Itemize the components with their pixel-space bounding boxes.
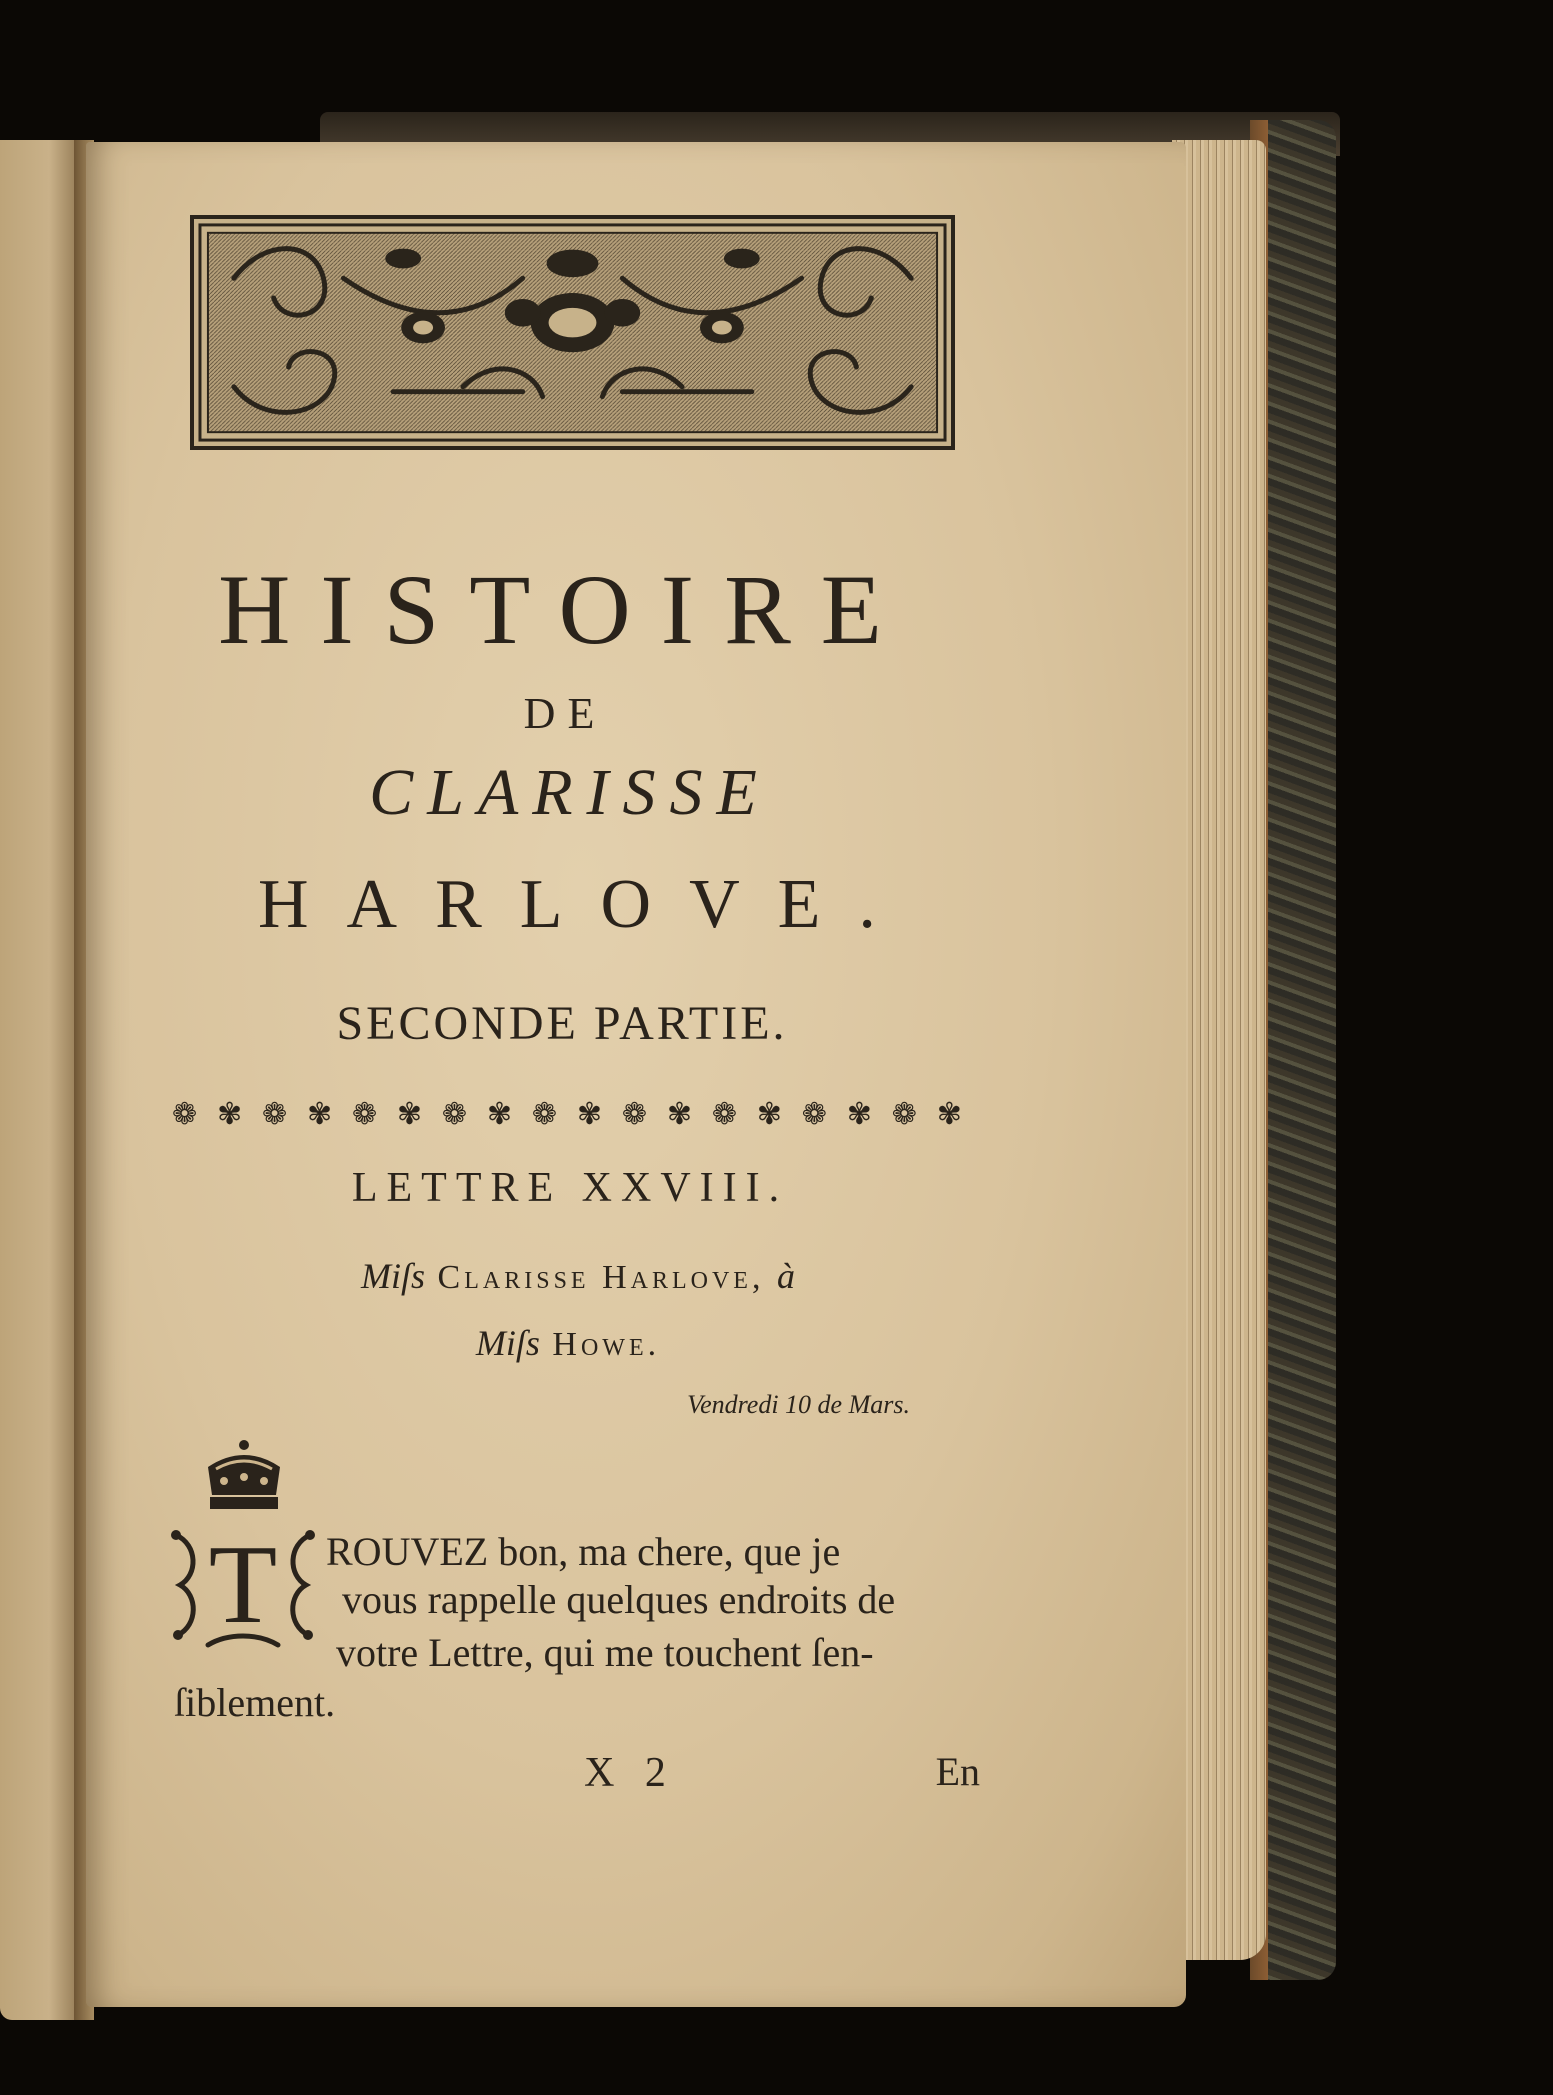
address-a: à bbox=[776, 1256, 795, 1296]
page-stack-edge bbox=[1172, 140, 1266, 1960]
letter-date: Vendredi 10 de Mars. bbox=[687, 1390, 910, 1419]
fleuron-icon: ✾ bbox=[666, 1097, 692, 1132]
catchword: En bbox=[935, 1749, 980, 1794]
body-line-3: votre Lettre, qui me touchent ſen- bbox=[336, 1630, 874, 1675]
address-recipient: Howe. bbox=[552, 1326, 661, 1363]
title-histoire: HISTOIRE bbox=[218, 554, 912, 665]
body-line-1: ROUVEZ bon, ma chere, que je bbox=[326, 1529, 841, 1574]
decorated-initial bbox=[168, 1515, 318, 1655]
fleuron-icon: ❁ bbox=[261, 1097, 288, 1132]
fleuron-icon: ✾ bbox=[306, 1097, 333, 1132]
letter-address-line-1 bbox=[228, 1258, 928, 1295]
initial-letter: T bbox=[208, 1523, 278, 1647]
title-de: DE bbox=[523, 689, 607, 738]
letter-address-line-2 bbox=[418, 1325, 718, 1362]
fleuron-icon: ✾ bbox=[486, 1097, 513, 1132]
fleuron-icon: ✾ bbox=[576, 1097, 602, 1132]
title-harlove: HARLOVE. bbox=[258, 866, 914, 943]
address-miss: Miſs bbox=[361, 1256, 426, 1296]
fleuron-icon: ❁ bbox=[172, 1097, 198, 1132]
fleuron-icon: ❁ bbox=[531, 1097, 558, 1132]
address-miss: Miſs bbox=[475, 1323, 540, 1363]
crown-icon bbox=[198, 1437, 290, 1517]
fleuron-icon: ❁ bbox=[351, 1097, 378, 1132]
fleuron-icon: ✾ bbox=[846, 1097, 872, 1132]
fleuron-icon: ❁ bbox=[711, 1097, 737, 1132]
fleuron-icon: ❁ bbox=[441, 1097, 468, 1132]
fleuron-icon: ❁ bbox=[801, 1097, 827, 1132]
body-line-2: vous rappelle quelques endroits de bbox=[342, 1577, 896, 1622]
fleuron-icon: ❁ bbox=[621, 1097, 647, 1132]
fleuron-icon: ✾ bbox=[216, 1097, 243, 1132]
letter-number: LETTRE XXVIII. bbox=[351, 1165, 789, 1211]
title-clarisse: CLARISSE bbox=[369, 756, 771, 829]
fleuron-icon: ❁ bbox=[891, 1097, 917, 1132]
fleuron-icon: ✾ bbox=[936, 1097, 962, 1132]
previous-page-edge bbox=[0, 140, 82, 2020]
ornament-artwork bbox=[194, 219, 951, 446]
fleuron-icon: ✾ bbox=[396, 1097, 423, 1132]
part-heading: SECONDE PARTIE. bbox=[336, 997, 788, 1050]
body-line-4: ſiblement. bbox=[174, 1680, 336, 1725]
fleuron-divider bbox=[172, 1097, 962, 1133]
signature-mark: X 2 bbox=[584, 1750, 676, 1796]
floral-headpiece-ornament bbox=[190, 215, 955, 450]
address-sender: Clarisse Harlove, bbox=[437, 1259, 765, 1296]
fleuron-icon: ✾ bbox=[756, 1097, 782, 1132]
